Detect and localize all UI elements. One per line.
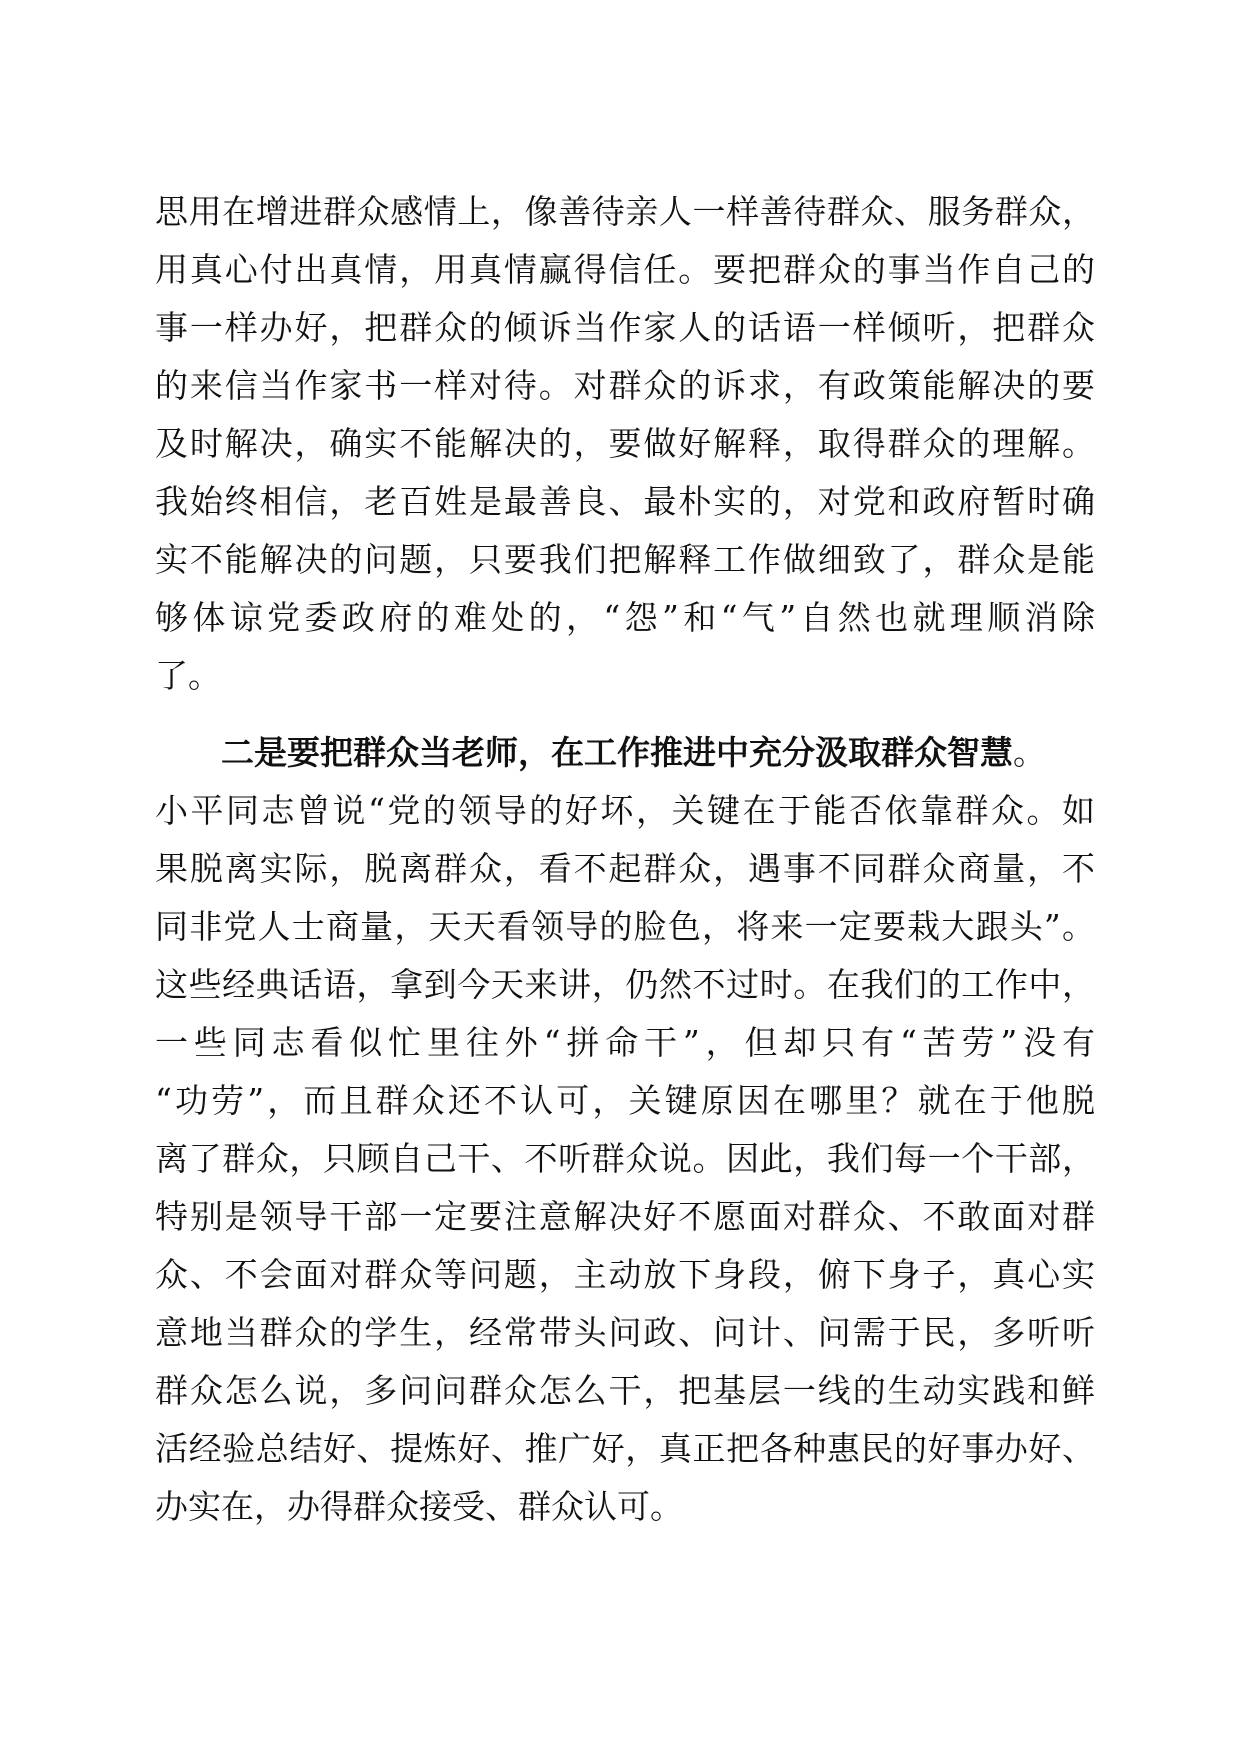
paragraph-2-line-2: 果脱离实际，脱离群众，看不起群众，遇事不同群众商量，不 — [155, 849, 1095, 888]
paragraph-2-line-8: 特别是领导干部一定要注意解决好不愿面对群众、不敢面对群 — [155, 1197, 1095, 1236]
paragraph-2-heading-line — [221, 733, 1046, 773]
paragraph-1-line-9: 了。 — [155, 656, 221, 695]
paragraph-1-line-4: 的来信当作家书一样对待。对群众的诉求，有政策能解决的要 — [155, 366, 1095, 405]
paragraph-2-line-12: 活经验总结好、提炼好、推广好，真正把各种惠民的好事办好、 — [155, 1429, 1095, 1468]
paragraph-1-line-8: 够体谅党委政府的难处的，“怨”和“气”自然也就理顺消除 — [155, 598, 1095, 637]
paragraph-1-line-3: 事一样办好，把群众的倾诉当作家人的话语一样倾听，把群众 — [155, 308, 1095, 347]
paragraph-2-line-11: 群众怎么说，多问问群众怎么干，把基层一线的生动实践和鲜 — [155, 1371, 1095, 1410]
paragraph-2-line-1: 小平同志曾说“党的领导的好坏，关键在于能否依靠群众。如 — [155, 791, 1095, 830]
paragraph-2-heading-end: 。 — [1013, 733, 1046, 772]
paragraph-1-line-2: 用真心付出真情，用真情赢得信任。要把群众的事当作自己的 — [155, 250, 1095, 289]
paragraph-1-line-7: 实不能解决的问题，只要我们把解释工作做细致了，群众是能 — [155, 540, 1095, 579]
paragraph-1-line-1: 思用在增进群众感情上，像善待亲人一样善待群众、服务群众， — [155, 192, 1095, 231]
paragraph-2-line-13: 办实在，办得群众接受、群众认可。 — [155, 1487, 683, 1526]
paragraph-2-line-6: “功劳”，而且群众还不认可，关键原因在哪里？就在于他脱 — [155, 1081, 1095, 1120]
paragraph-1-line-5: 及时解决，确实不能解决的，要做好解释，取得群众的理解。 — [155, 424, 1095, 463]
paragraph-1-line-6: 我始终相信，老百姓是最善良、最朴实的，对党和政府暂时确 — [155, 482, 1095, 521]
paragraph-2-line-3: 同非党人士商量，天天看领导的脸色，将来一定要栽大跟头”。 — [155, 907, 1095, 946]
paragraph-2-line-4: 这些经典话语，拿到今天来讲，仍然不过时。在我们的工作中， — [155, 965, 1095, 1004]
paragraph-2-line-9: 众、不会面对群众等问题，主动放下身段，俯下身子，真心实 — [155, 1255, 1095, 1294]
paragraph-2-line-5: 一些同志看似忙里往外“拼命干”，但却只有“苦劳”没有 — [155, 1023, 1095, 1062]
paragraph-2-heading: 二是要把群众当老师，在工作推进中充分汲取群众智慧 — [221, 733, 1013, 772]
paragraph-2-line-7: 离了群众，只顾自己干、不听群众说。因此，我们每一个干部， — [155, 1139, 1095, 1178]
paragraph-2-line-10: 意地当群众的学生，经常带头问政、问计、问需于民，多听听 — [155, 1313, 1095, 1352]
